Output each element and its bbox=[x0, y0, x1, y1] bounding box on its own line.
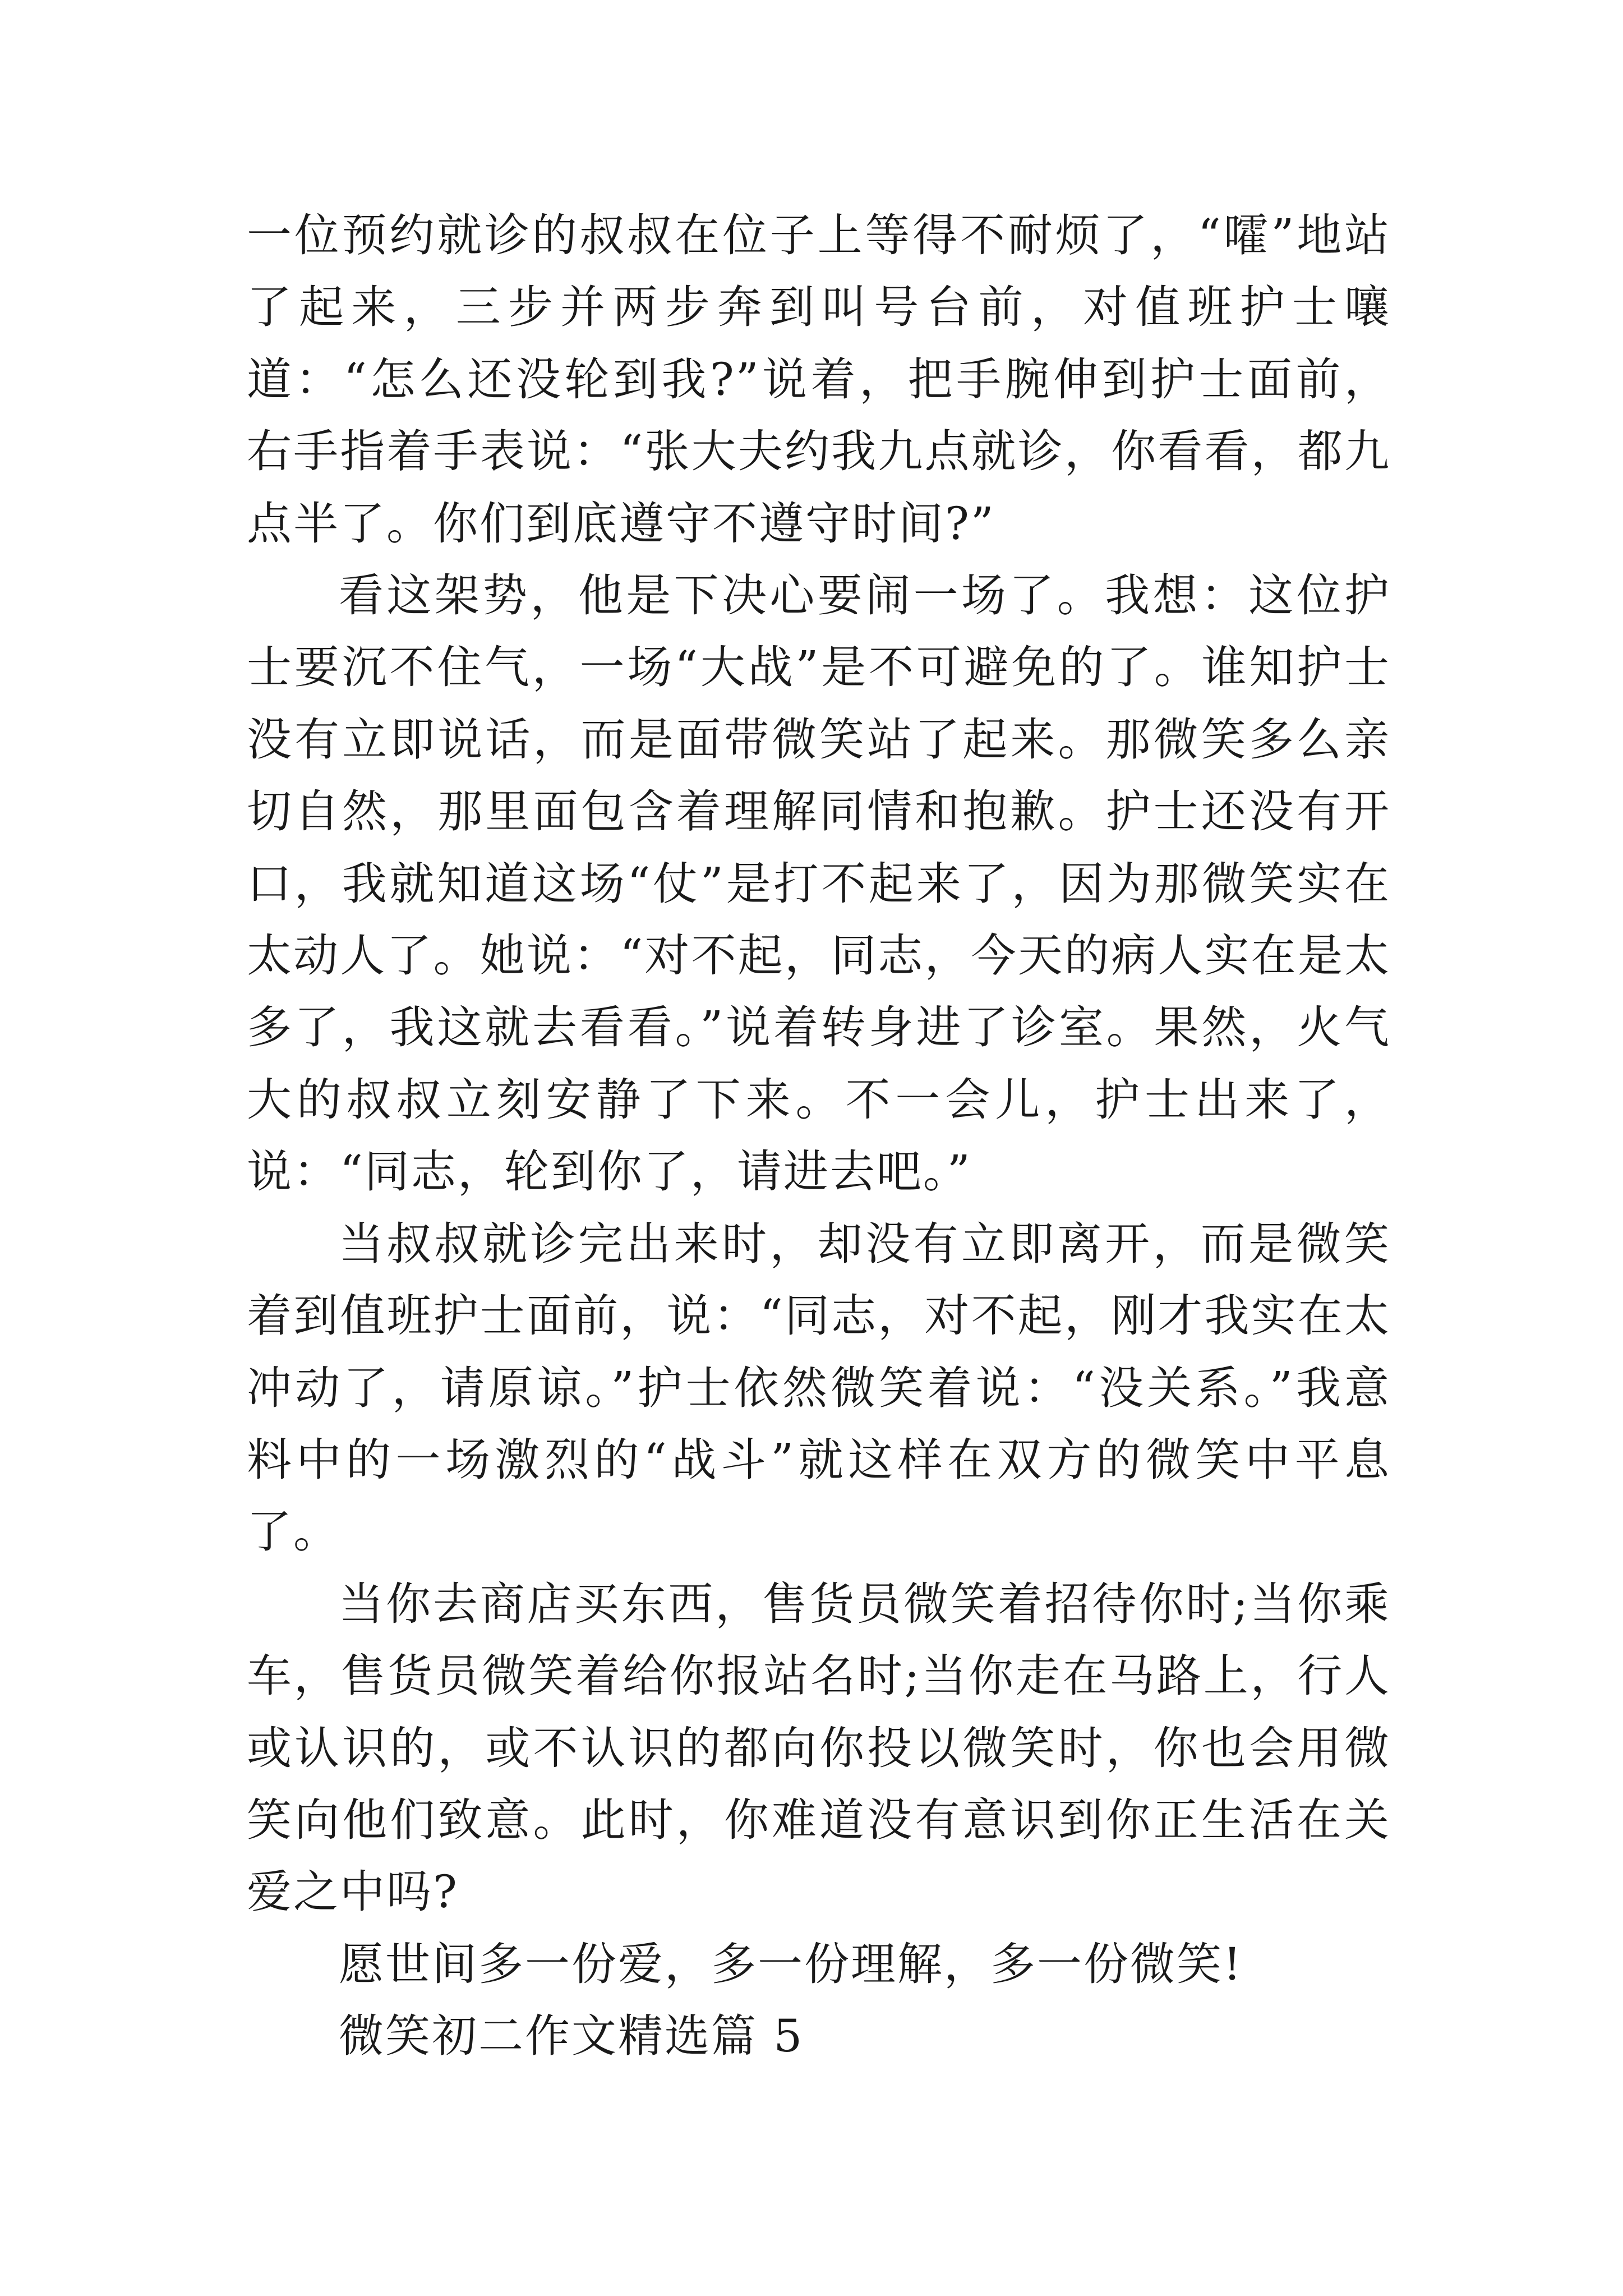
paragraph-4: 当你去商店买东西，售货员微笑着招待你时;当你乘车，售货员微笑着给你报站名时;当你走在马路上，行人或认识的，或不认识的都向你投以微笑时，你也会用微笑向他们致意。此时，你难道没有意识到你正生活在关爱之中吗? bbox=[247, 1577, 1391, 1918]
paragraph-3: 当叔叔就诊完出来时，却没有立即离开，而是微笑着到值班护士面前，说：“同志，对不起，刚才我实在太冲动了，请原谅。”护士依然微笑着说：“没关系。”我意料中的一场激烈的“战斗”就这样在双方的微笑中平息了。 bbox=[247, 1217, 1391, 1558]
section-heading: 微笑初二作文精选篇 5 bbox=[339, 2010, 804, 2063]
paragraph-5: 愿世间多一份爱，多一份理解，多一份微笑! bbox=[339, 1938, 1243, 1990]
document-page bbox=[247, 200, 1391, 2073]
paragraph-2: 看这架势，他是下决心要闹一场了。我想：这位护士要沉不住气，一场“大战”是不可避免的了。谁知护士没有立即说话，而是面带微笑站了起来。那微笑多么亲切自然，那里面包含着理解同情和抱歉。护士还没有开口，我就知道这场“仗”是打不起来了，因为那微笑实在太动人了。她说：“对不起，同志，今天的病人实在是太多了，我这就去看看。”说着转身进了诊室。果然，火气大的叔叔立刻安静了下来。不一会儿，护士出来了，说：“同志，轮到你了，请进去吧。” bbox=[247, 569, 1391, 1198]
paragraph-1: 一位预约就诊的叔叔在位子上等得不耐烦了，“嚯”地站了起来，三步并两步奔到叫号台前，对值班护士嚷道：“怎么还没轮到我?”说着，把手腕伸到护士面前，右手指着手表说：“张大夫约我九点就诊，你看看，都九点半了。你们到底遵守不遵守时间?” bbox=[247, 209, 1391, 550]
